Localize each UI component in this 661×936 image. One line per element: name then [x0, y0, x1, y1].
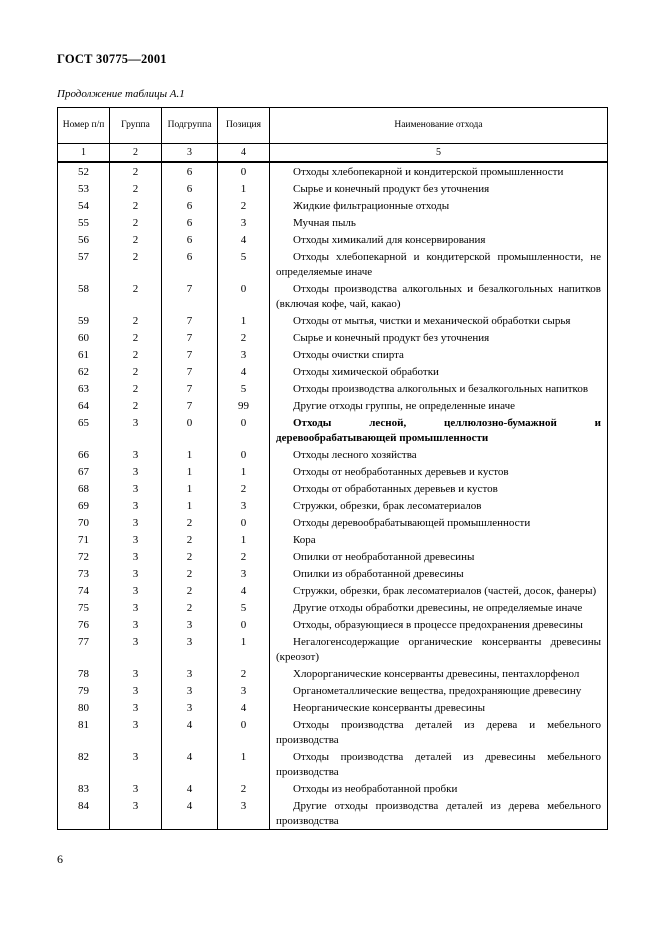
waste-name-cell: Отходы деревообрабатывающей промышленности	[270, 514, 608, 531]
row-number-cell: 53	[58, 180, 110, 197]
group-cell: 2	[110, 363, 162, 380]
position-cell: 4	[218, 231, 270, 248]
waste-name-cell: Отходы производства деталей из дерева и мебельного производства	[270, 716, 608, 748]
header-subgroup: Подгруппа	[162, 108, 218, 144]
group-cell: 3	[110, 565, 162, 582]
table-row	[58, 716, 608, 748]
position-cell: 0	[218, 716, 270, 748]
column-number-4: 4	[218, 144, 270, 162]
group-cell: 3	[110, 548, 162, 565]
table-row	[58, 780, 608, 797]
table-row	[58, 480, 608, 497]
column-number-row	[58, 144, 608, 162]
row-number-cell: 80	[58, 699, 110, 716]
row-number-cell: 60	[58, 329, 110, 346]
table-row	[58, 329, 608, 346]
row-number-cell: 79	[58, 682, 110, 699]
subgroup-cell: 2	[162, 599, 218, 616]
subgroup-cell: 7	[162, 312, 218, 329]
position-cell: 3	[218, 797, 270, 830]
row-number-cell: 78	[58, 665, 110, 682]
position-cell: 0	[218, 162, 270, 180]
subgroup-cell: 2	[162, 565, 218, 582]
position-cell: 2	[218, 665, 270, 682]
position-cell: 5	[218, 380, 270, 397]
group-cell: 2	[110, 346, 162, 363]
row-number-cell: 72	[58, 548, 110, 565]
table-row	[58, 280, 608, 312]
row-number-cell: 69	[58, 497, 110, 514]
position-cell: 2	[218, 197, 270, 214]
waste-name-cell: Сырье и конечный продукт без уточнения	[270, 180, 608, 197]
row-number-cell: 52	[58, 162, 110, 180]
table-row	[58, 463, 608, 480]
table-row	[58, 531, 608, 548]
table-row	[58, 616, 608, 633]
header-waste-name: Наименование отхода	[270, 108, 608, 144]
waste-name-cell: Сырье и конечный продукт без уточнения	[270, 329, 608, 346]
subgroup-cell: 6	[162, 231, 218, 248]
header-group: Группа	[110, 108, 162, 144]
position-cell: 1	[218, 312, 270, 329]
group-cell: 2	[110, 231, 162, 248]
table-row	[58, 446, 608, 463]
subgroup-cell: 1	[162, 480, 218, 497]
row-number-cell: 57	[58, 248, 110, 280]
waste-name-cell: Отходы лесного хозяйства	[270, 446, 608, 463]
document-title: ГОСТ 30775—2001	[57, 52, 167, 66]
subgroup-cell: 4	[162, 797, 218, 830]
row-number-cell: 61	[58, 346, 110, 363]
position-cell: 4	[218, 699, 270, 716]
group-cell: 2	[110, 248, 162, 280]
subgroup-cell: 1	[162, 463, 218, 480]
group-cell: 3	[110, 497, 162, 514]
row-number-cell: 63	[58, 380, 110, 397]
subgroup-cell: 7	[162, 363, 218, 380]
waste-name-cell: Другие отходы обработки древесины, не определяемые иначе	[270, 599, 608, 616]
position-cell: 0	[218, 616, 270, 633]
table-row	[58, 514, 608, 531]
waste-name-cell: Отходы производства алкогольных и безалкогольных напитков (включая кофе, чай, какао)	[270, 280, 608, 312]
group-cell: 2	[110, 197, 162, 214]
subgroup-cell: 1	[162, 446, 218, 463]
subgroup-cell: 3	[162, 665, 218, 682]
position-cell: 3	[218, 682, 270, 699]
subgroup-cell: 1	[162, 497, 218, 514]
subgroup-cell: 3	[162, 699, 218, 716]
position-cell: 2	[218, 329, 270, 346]
waste-name-cell: Неорганические консерванты древесины	[270, 699, 608, 716]
position-cell: 5	[218, 248, 270, 280]
table-row	[58, 633, 608, 665]
column-number-5: 5	[270, 144, 608, 162]
subgroup-cell: 7	[162, 346, 218, 363]
subgroup-cell: 6	[162, 248, 218, 280]
group-cell: 3	[110, 699, 162, 716]
row-number-cell: 68	[58, 480, 110, 497]
table-row	[58, 346, 608, 363]
group-cell: 3	[110, 682, 162, 699]
position-cell: 1	[218, 633, 270, 665]
group-cell: 2	[110, 380, 162, 397]
row-number-cell: 64	[58, 397, 110, 414]
row-number-cell: 70	[58, 514, 110, 531]
group-cell: 2	[110, 162, 162, 180]
position-cell: 99	[218, 397, 270, 414]
table-row	[58, 162, 608, 180]
position-cell: 1	[218, 463, 270, 480]
group-cell: 3	[110, 665, 162, 682]
waste-name-cell: Другие отходы группы, не определенные иначе	[270, 397, 608, 414]
subgroup-cell: 4	[162, 748, 218, 780]
row-number-cell: 81	[58, 716, 110, 748]
row-number-cell: 66	[58, 446, 110, 463]
table-row	[58, 312, 608, 329]
row-number-cell: 77	[58, 633, 110, 665]
position-cell: 3	[218, 497, 270, 514]
waste-name-cell: Отходы производства деталей из древесины мебельного производства	[270, 748, 608, 780]
position-cell: 0	[218, 280, 270, 312]
group-cell: 3	[110, 716, 162, 748]
column-number-1: 1	[58, 144, 110, 162]
table-caption: Продолжение таблицы А.1	[57, 88, 185, 100]
table-row	[58, 699, 608, 716]
subgroup-cell: 3	[162, 682, 218, 699]
table-row	[58, 565, 608, 582]
position-cell: 0	[218, 414, 270, 446]
waste-name-cell: Отходы, образующиеся в процессе предохранения древесины	[270, 616, 608, 633]
subgroup-cell: 7	[162, 329, 218, 346]
page-number: 6	[57, 851, 63, 866]
subgroup-cell: 2	[162, 548, 218, 565]
table-row	[58, 582, 608, 599]
group-cell: 3	[110, 446, 162, 463]
waste-name-cell: Отходы лесной, целлюлозно-бумажной и деревообрабатывающей промышленности	[270, 414, 608, 446]
table-row	[58, 682, 608, 699]
waste-name-cell: Отходы от мытья, чистки и механической обработки сырья	[270, 312, 608, 329]
subgroup-cell: 4	[162, 780, 218, 797]
group-cell: 2	[110, 180, 162, 197]
group-cell: 3	[110, 797, 162, 830]
position-cell: 3	[218, 565, 270, 582]
group-cell: 3	[110, 463, 162, 480]
group-cell: 2	[110, 214, 162, 231]
waste-name-cell: Отходы производства алкогольных и безалкогольных напитков	[270, 380, 608, 397]
subgroup-cell: 7	[162, 280, 218, 312]
header-number: Номер п/п	[58, 108, 110, 144]
row-number-cell: 84	[58, 797, 110, 830]
waste-name-cell: Другие отходы производства деталей из дерева мебельного производства	[270, 797, 608, 830]
row-number-cell: 54	[58, 197, 110, 214]
waste-name-cell: Отходы химической обработки	[270, 363, 608, 380]
column-number-2: 2	[110, 144, 162, 162]
group-cell: 2	[110, 312, 162, 329]
waste-name-cell: Отходы хлебопекарной и кондитерской промышленности, не определяемые иначе	[270, 248, 608, 280]
waste-classification-table	[57, 107, 608, 830]
table-row	[58, 397, 608, 414]
table-body	[58, 162, 608, 830]
waste-name-cell: Органометаллические вещества, предохраняющие древесину	[270, 682, 608, 699]
position-cell: 3	[218, 346, 270, 363]
subgroup-cell: 7	[162, 397, 218, 414]
position-cell: 4	[218, 363, 270, 380]
position-cell: 2	[218, 480, 270, 497]
subgroup-cell: 6	[162, 214, 218, 231]
table-row	[58, 197, 608, 214]
waste-name-cell: Кора	[270, 531, 608, 548]
group-cell: 3	[110, 633, 162, 665]
position-cell: 2	[218, 780, 270, 797]
subgroup-cell: 2	[162, 582, 218, 599]
waste-name-cell: Отходы очистки спирта	[270, 346, 608, 363]
waste-name-cell: Отходы от обработанных деревьев и кустов	[270, 480, 608, 497]
waste-name-cell: Опилки из обработанной древесины	[270, 565, 608, 582]
table-row	[58, 414, 608, 446]
group-cell: 3	[110, 616, 162, 633]
row-number-cell: 58	[58, 280, 110, 312]
row-number-cell: 71	[58, 531, 110, 548]
subgroup-cell: 7	[162, 380, 218, 397]
table-row	[58, 380, 608, 397]
subgroup-cell: 6	[162, 197, 218, 214]
table-row	[58, 363, 608, 380]
waste-name-cell: Жидкие фильтрационные отходы	[270, 197, 608, 214]
row-number-cell: 62	[58, 363, 110, 380]
table-row	[58, 599, 608, 616]
position-cell: 0	[218, 446, 270, 463]
group-cell: 2	[110, 397, 162, 414]
row-number-cell: 56	[58, 231, 110, 248]
waste-name-cell: Мучная пыль	[270, 214, 608, 231]
waste-name-cell: Отходы от необработанных деревьев и кустов	[270, 463, 608, 480]
subgroup-cell: 6	[162, 162, 218, 180]
position-cell: 4	[218, 582, 270, 599]
group-cell: 2	[110, 280, 162, 312]
row-number-cell: 73	[58, 565, 110, 582]
subgroup-cell: 2	[162, 531, 218, 548]
row-number-cell: 55	[58, 214, 110, 231]
waste-name-cell: Негалогенсодержащие органические консерванты древесины (креозот)	[270, 633, 608, 665]
subgroup-cell: 0	[162, 414, 218, 446]
group-cell: 3	[110, 414, 162, 446]
waste-name-cell: Стружки, обрезки, брак лесоматериалов (частей, досок, фанеры)	[270, 582, 608, 599]
group-cell: 3	[110, 514, 162, 531]
subgroup-cell: 4	[162, 716, 218, 748]
table-row	[58, 748, 608, 780]
table-row	[58, 548, 608, 565]
row-number-cell: 67	[58, 463, 110, 480]
position-cell: 2	[218, 548, 270, 565]
table-row	[58, 797, 608, 830]
row-number-cell: 83	[58, 780, 110, 797]
waste-name-cell: Отходы из необработанной пробки	[270, 780, 608, 797]
group-cell: 3	[110, 480, 162, 497]
position-cell: 0	[218, 514, 270, 531]
waste-name-cell: Отходы хлебопекарной и кондитерской промышленности	[270, 162, 608, 180]
position-cell: 1	[218, 180, 270, 197]
waste-name-cell: Отходы химикалий для консервирования	[270, 231, 608, 248]
table-row	[58, 665, 608, 682]
position-cell: 1	[218, 748, 270, 780]
position-cell: 1	[218, 531, 270, 548]
table-row	[58, 497, 608, 514]
waste-name-cell: Опилки от необработанной древесины	[270, 548, 608, 565]
position-cell: 5	[218, 599, 270, 616]
table-header-row	[58, 108, 608, 144]
subgroup-cell: 6	[162, 180, 218, 197]
group-cell: 3	[110, 748, 162, 780]
waste-name-cell: Стружки, обрезки, брак лесоматериалов	[270, 497, 608, 514]
row-number-cell: 82	[58, 748, 110, 780]
subgroup-cell: 3	[162, 616, 218, 633]
position-cell: 3	[218, 214, 270, 231]
table-row	[58, 214, 608, 231]
group-cell: 3	[110, 531, 162, 548]
row-number-cell: 65	[58, 414, 110, 446]
subgroup-cell: 2	[162, 514, 218, 531]
header-position: Позиция	[218, 108, 270, 144]
subgroup-cell: 3	[162, 633, 218, 665]
table-row	[58, 231, 608, 248]
table-row	[58, 248, 608, 280]
row-number-cell: 75	[58, 599, 110, 616]
table-row	[58, 180, 608, 197]
group-cell: 2	[110, 329, 162, 346]
group-cell: 3	[110, 780, 162, 797]
row-number-cell: 59	[58, 312, 110, 329]
group-cell: 3	[110, 599, 162, 616]
waste-name-cell: Хлорорганические консерванты древесины, пентахлорфенол	[270, 665, 608, 682]
column-number-3: 3	[162, 144, 218, 162]
group-cell: 3	[110, 582, 162, 599]
row-number-cell: 76	[58, 616, 110, 633]
row-number-cell: 74	[58, 582, 110, 599]
